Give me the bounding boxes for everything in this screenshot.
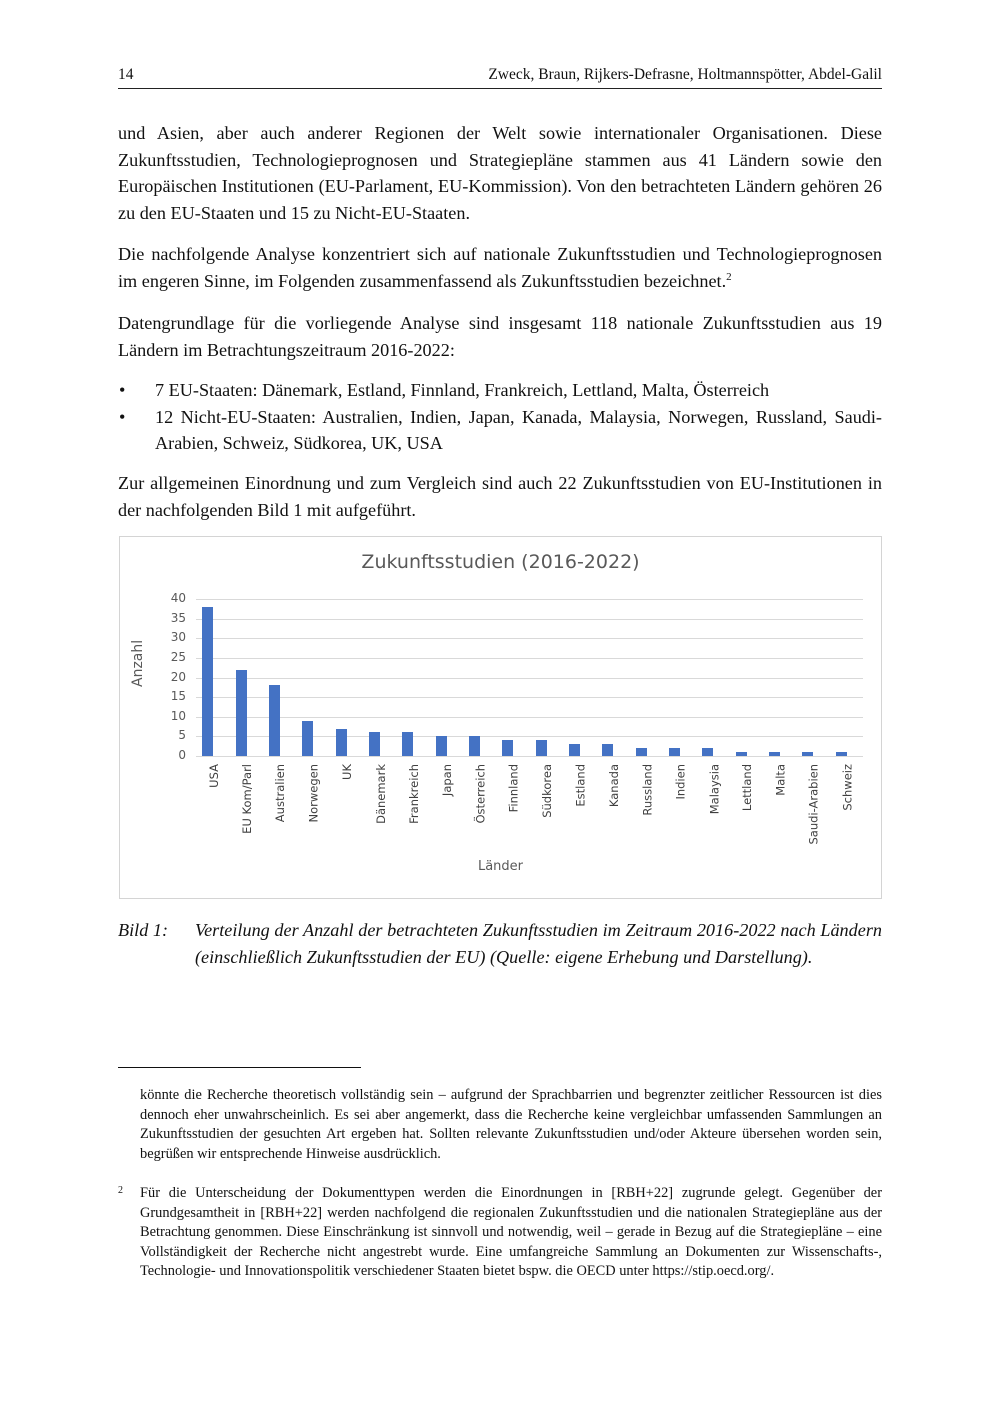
bar [769,752,780,756]
y-tick-label: 20 [170,669,186,684]
x-tick-label: Australien [273,764,288,823]
bar [469,736,480,756]
bullet-icon: • [119,406,126,427]
paragraph-intro: und Asien, aber auch anderer Regionen der Welt sowie internationaler Organisationen. Diese Zukunftsstudien, Technologieprognosen und Strategiepläne stammen aus 41 Ländern sowie den Europäischen Institutionen (EU-Parlament, EU-Kommission). Von den betrachteten Ländern gehören 26 zu den EU-Staaten und 15 zu Nicht-EU-Staaten. [118,123,882,223]
bar [369,732,380,756]
bar [569,744,580,756]
running-header-authors: Zweck, Braun, Rijkers-Defrasne, Holtmannspötter, Abdel-Galil [488,66,882,83]
list-item-non-eu-states: • 12 Nicht-EU-Staaten: Australien, Indien, Japan, Kanada, Malaysia, Norwegen, Russland, Saudi-Arabien, Schweiz, Südkorea, UK, USA [118,404,882,457]
bullet-icon: • [119,380,126,400]
x-tick-label: Finnland [506,764,521,813]
y-axis-title: Anzahl [130,639,146,687]
x-tick-label: Norwegen [306,764,321,823]
y-tick-label: 35 [170,610,186,625]
gridline [196,638,863,639]
bar [736,752,747,756]
bar [302,721,313,756]
bar [269,685,280,756]
list-item-eu-states: • 7 EU-Staaten: Dänemark, Estland, Finnland, Frankreich, Lettland, Malta, Österreich [118,377,882,404]
x-tick-label: Russland [640,764,655,816]
x-tick-label: Dänemark [373,764,388,824]
footnote-mark: 2 [118,1185,123,1196]
gridline [196,599,863,600]
y-tick-label: 25 [170,649,186,664]
y-tick-label: 15 [170,689,186,704]
running-header [118,64,882,89]
paragraph-data-basis: Datengrundlage für die vorliegende Analyse sind insgesamt 118 nationale Zukunftsstudien aus 19 Ländern im Betrachtungszeitraum 2016-2022: [118,313,882,360]
bar [336,729,347,756]
gridline [196,619,863,620]
x-tick-label: Südkorea [540,764,555,818]
x-tick-label: Saudi-Arabien [806,764,821,845]
bar [669,748,680,756]
x-tick-label: EU Kom/Parl [240,764,255,834]
x-tick-label: Malta [773,764,788,796]
x-tick-label: Schweiz [840,764,855,811]
x-tick-label: UK [340,764,355,780]
x-tick-label: Kanada [606,764,621,808]
footnote-2: 2 Für die Unterscheidung der Dokumenttypen werden die Einordnungen in [RBH+22] zugrunde gelegt. Gegenüber der Grundgesamtheit in [RBH+22] werden nachfolgend die regionalen Zukunftsstudien und die nationalen Strategiepläne aus der Betrachtung genommen. Diese Einschränkung ist sinnvoll und notwendig, weil – gerade in Bezug auf die Strategiepläne – eine Vollständigkeit der Recherche nicht angestrebt wurde. Eine umfangreiche Sammlung an Dokumenten zur Wissenschafts-, Technologie- und Innovationspolitik verschiedener Staaten bietet bspw. die OECD unter https://stip.oecd.org/. [140,1184,882,1282]
x-tick-label: Lettland [740,764,755,812]
bar [236,670,247,756]
gridline [196,756,863,757]
gridline [196,717,863,718]
gridline [196,658,863,659]
x-tick-label: Japan [440,764,455,797]
bar [502,740,513,756]
figure-label: Bild 1: [118,920,169,940]
bar [636,748,647,756]
gridline [196,736,863,737]
x-tick-label: Indien [673,764,688,800]
bar [436,736,447,756]
footnote-continued: könnte die Recherche theoretisch vollständig sein – aufgrund der Sprachbarrien und begrenzter zeitlicher Ressourcen ist dies dennoch eher unwahrscheinlich. Es sei aber angemerkt, dass die Recherche keine vergleichbar umfassenden Sammlungen an Zukunftsstudien der gesuchten Art ergeben hat. Sollten relevante Zukunftsstudien und/oder Akteure übersehen worden sein, begrüßen wir entsprechende Hinweise ausdrücklich. [140,1087,882,1162]
page-number: 14 [118,66,134,83]
bar [602,744,613,756]
paragraph-analysis-focus: Die nachfolgende Analyse konzentriert sich auf nationale Zukunftsstudien und Technologieprognosen im engeren Sinne, im Folgenden zusammenfassend als Zukunftsstudien bezeichnet.$^2$ [118,244,882,291]
footnote-separator [118,1067,361,1068]
bar [402,732,413,756]
y-tick-label: 30 [170,630,186,645]
x-tick-label: USA [206,764,221,788]
figure-caption-text: Verteilung der Anzahl der betrachteten Zukunftsstudien im Zeitraum 2016-2022 nach Ländern (einschließlich Zukunftsstudien der EU) (Quelle: eigene Erhebung und Darstellung). [195,920,882,967]
bar [836,752,847,756]
country-list [118,377,882,457]
y-tick-label: 40 [170,591,186,605]
bar [702,748,713,756]
y-tick-label: 0 [178,748,186,762]
bar [202,607,213,756]
gridline [196,678,863,679]
footnote-ref-2[interactable]: 2 [726,270,732,283]
y-tick-label: 5 [178,728,186,743]
bar [536,740,547,756]
chart-title: Zukunftsstudien (2016-2022) [361,551,640,573]
x-tick-label: Frankreich [406,764,421,824]
bar [802,752,813,756]
x-tick-label: Malaysia [706,764,721,815]
plot-area [170,591,863,762]
x-tick-label: Österreich [473,764,488,824]
paragraph-eu-comparison: Zur allgemeinen Einordnung und zum Vergleich sind auch 22 Zukunftsstudien von EU-Institutionen in der nachfolgenden Bild 1 mit aufgeführt. [118,473,882,520]
figure-caption [118,917,882,970]
gridline [196,697,863,698]
y-tick-label: 10 [170,708,186,723]
x-tick-label: Estland [573,764,588,807]
x-axis-title: Länder [477,859,524,874]
bar-chart [119,536,882,899]
